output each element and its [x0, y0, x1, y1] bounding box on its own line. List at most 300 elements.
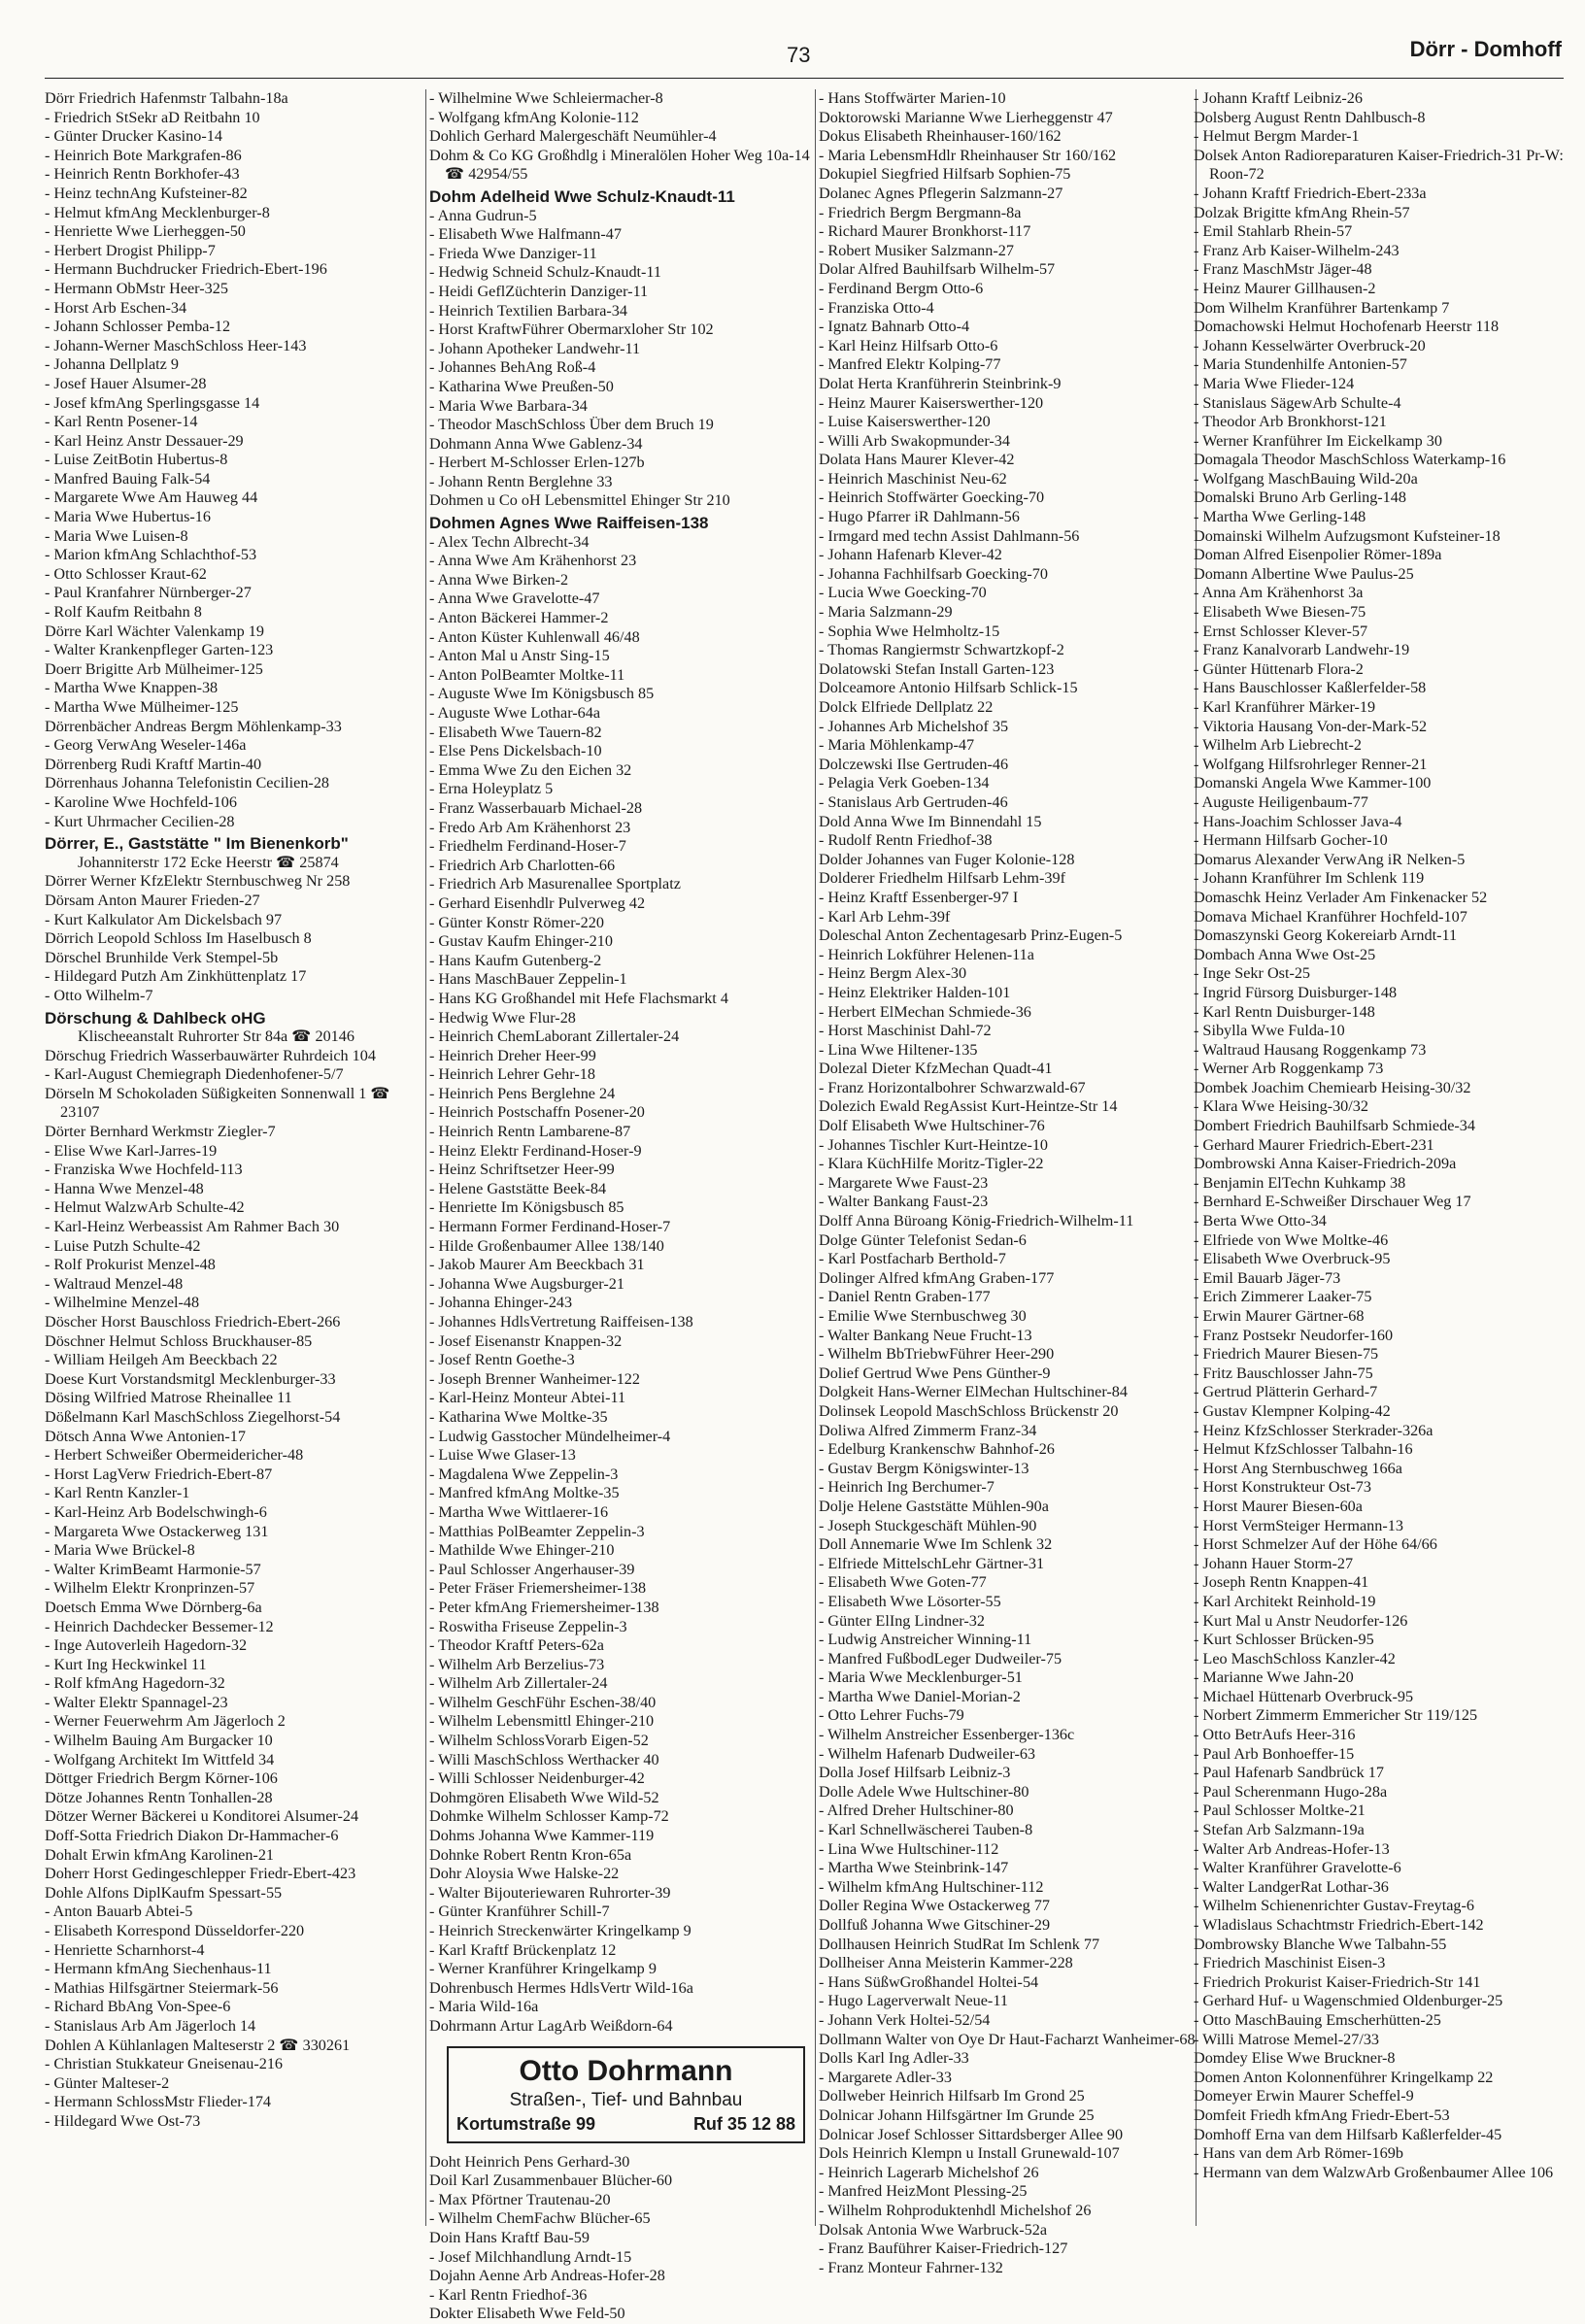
directory-entry: - Hans Stoffwärter Marien-10: [819, 89, 1006, 107]
directory-entry: - Johann Kesselwärter Overbruck-20: [1194, 336, 1426, 354]
directory-entry: Dolanec Agnes Pflegerin Salzmann-27: [819, 184, 1063, 202]
directory-entry: Dohle Alfons DiplKaufm Spessart-55: [45, 1883, 283, 1902]
directory-entry: - Helene Gaststätte Beek-84: [429, 1179, 607, 1197]
directory-entry: Dohr Aloysia Wwe Halske-22: [429, 1865, 620, 1883]
directory-entry: Dörrenbächer Andreas Bergm Möhlenkamp-33: [45, 717, 342, 735]
directory-entry: - Johannes Tischler Kurt-Heintze-10: [819, 1135, 1049, 1154]
directory-entry: - Marianne Wwe Jahn-20: [1194, 1668, 1354, 1687]
directory-entry: - Heinrich Dachdecker Bessemer-12: [45, 1617, 274, 1635]
directory-entry: - Paul Schlosser Moltke-21: [1194, 1802, 1366, 1820]
directory-entry: - Walter KrimBeamt Harmonie-57: [45, 1560, 261, 1578]
directory-entry: - Josef Eisenanstr Knappen-32: [429, 1331, 623, 1350]
directory-entry: - Michael Hüttenarb Overbruck-95: [1194, 1687, 1414, 1705]
directory-entry: Domainski Wilhelm Aufzugsmont Kufsteiner-18: [1194, 526, 1501, 545]
directory-entry: - Hanna Wwe Menzel-48: [45, 1179, 204, 1197]
directory-entry: - Heinrich Rentn Borkhofer-43: [45, 165, 240, 184]
directory-entry: - Gustav Klempner Kolping-42: [1194, 1401, 1391, 1420]
directory-entry: Dolief Gertrud Wwe Pens Günther-9: [819, 1364, 1051, 1382]
directory-entry: - Martha Wwe Knappen-38: [45, 679, 219, 697]
directory-entry: - Wilhelm Arb Zillertaler-24: [429, 1674, 608, 1693]
directory-entry: Dörrer Werner KfzElektr Sternbuschweg Nr 258: [45, 872, 351, 891]
directory-entry: Domaschk Heinz Verlader Am Finkenacker 52: [1194, 888, 1488, 906]
directory-entry: - Magdalena Wwe Zeppelin-3: [429, 1465, 619, 1483]
directory-entry: - Wilhelm BbTriebwFührer Heer-290: [819, 1345, 1055, 1364]
directory-entry: Dolatowski Stefan Install Garten-123: [819, 659, 1055, 678]
directory-entry: - Heinrich Pens Berglehne 24: [429, 1084, 616, 1102]
directory-entry: Dörschug Friedrich Wasserbauwärter Ruhrdeich 104: [45, 1046, 376, 1064]
directory-entry: - Hans SüßwGroßhandel Holtei-54: [819, 1972, 1039, 1991]
directory-entry: - Benjamin ElTechn Kuhkamp 38: [1194, 1173, 1406, 1192]
directory-entry: - Elisabeth Wwe Lösorter-55: [819, 1592, 1001, 1610]
directory-entry: - Richard Maurer Bronkhorst-117: [819, 222, 1031, 241]
directory-entry: Domann Albertine Wwe Paulus-25: [1194, 564, 1414, 583]
directory-entry: Dolder Johannes van Fuger Kolonie-128: [819, 850, 1075, 868]
directory-entry: - Otto Lehrer Fuchs-79: [819, 1706, 964, 1725]
directory-entry: - Erich Zimmerer Laaker-75: [1194, 1288, 1372, 1306]
directory-entry: - Johann Apotheker Landwehr-11: [429, 339, 641, 357]
directory-entry: - Heinz Maurer Kaiserswerther-120: [819, 393, 1044, 412]
directory-entry: - Wilhelm ChemFachw Blücher-65: [429, 2209, 651, 2228]
directory-entry: - Lina Wwe Hultschiner-112: [819, 1839, 999, 1858]
directory-entry: - Rolf Kaufm Reitbahn 8: [45, 603, 202, 622]
directory-entry: - Karl Kraftf Brückenplatz 12: [429, 1940, 617, 1959]
directory-entry: Dombek Joachim Chemiearb Heising-30/32: [1194, 1078, 1471, 1096]
directory-entry: - Johanna Fachhilfsarb Goecking-70: [819, 564, 1048, 583]
directory-entry: - Anna Wwe Gravelotte-47: [429, 589, 600, 608]
directory-entry: - Elisabeth Wwe Overbruck-95: [1194, 1250, 1391, 1268]
directory-entry: - Martha Wwe Daniel-Morian-2: [819, 1687, 1021, 1705]
directory-entry: - Friedrich Maurer Biesen-75: [1194, 1345, 1379, 1364]
directory-entry: - Horst Arb Eschen-34: [45, 298, 187, 317]
directory-entry: - Johann-Werner MaschSchloss Heer-143: [45, 336, 307, 354]
directory-entry: - Wilhelm Rohproduktenhdl Michelshof 26: [819, 2201, 1092, 2219]
directory-entry: - Luise Putzh Schulte-42: [45, 1236, 201, 1255]
directory-entry: - Luise ZeitBotin Hubertus-8: [45, 451, 228, 469]
directory-entry: - Heinrich Postschaffn Posener-20: [429, 1103, 645, 1122]
directory-entry: - Otto Wilhelm-7: [45, 986, 153, 1004]
directory-entry: Dörseln M Schokoladen Süßigkeiten Sonnenwall 1 ☎ 23107: [45, 1084, 390, 1122]
directory-entry: Dolnicar Josef Schlosser Sittardsberger Allee 90: [819, 2125, 1124, 2143]
directory-entry: - Hermann kfmAng Siechenhaus-11: [45, 1960, 272, 1978]
directory-entry: Dörschung & Dahlbeck oHG: [45, 1008, 266, 1027]
directory-entry: Dokus Elisabeth Rheinhauser-160/162: [819, 127, 1062, 146]
directory-entry: - Johann Rentn Berglehne 33: [429, 472, 613, 490]
directory-entry: Dötsch Anna Wwe Antonien-17: [45, 1427, 246, 1445]
directory-entry: Dörschel Brunhilde Verk Stempel-5b: [45, 948, 279, 966]
directory-entry: - Anna Am Krähenhorst 3a: [1194, 584, 1364, 602]
directory-entry: - Maria Wwe Barbara-34: [429, 396, 588, 415]
directory-entry: - Henriette Im Königsbusch 85: [429, 1198, 624, 1217]
directory-entry: - Friedrich Arb Masurenallee Sportplatz: [429, 875, 681, 893]
directory-entry: Dohrenbusch Hermes HdlsVertr Wild-16a: [429, 1978, 693, 1997]
directory-entry: - Hildegard Wwe Ost-73: [45, 2111, 201, 2130]
directory-entry: - Heinz Schriftsetzer Heer-99: [429, 1161, 615, 1179]
directory-entry: Dollfuß Johanna Wwe Gitschiner-29: [819, 1916, 1051, 1934]
directory-entry: Doese Kurt Vorstandsmitgl Mecklenburger-33: [45, 1369, 336, 1388]
column-2: [429, 89, 813, 2323]
directory-entry: - Lina Wwe Hiltener-135: [819, 1040, 978, 1059]
directory-entry: - Kurt Uhrmacher Cecilien-28: [45, 812, 235, 830]
directory-entry: - Friedrich Prokurist Kaiser-Friedrich-Str 141: [1194, 1972, 1481, 1991]
directory-entry: - Wilhelm Schienenrichter Gustav-Freytag-6: [1194, 1897, 1474, 1915]
directory-entry: Dokupiel Siegfried Hilfsarb Sophien-75: [819, 165, 1071, 184]
directory-entry: Domalski Bruno Arb Gerling-148: [1194, 488, 1406, 507]
directory-entry: - Hermann SchlossMstr Flieder-174: [45, 2093, 272, 2111]
directory-entry: - Max Pförtner Trautenau-20: [429, 2190, 611, 2208]
directory-entry: - Edelburg Krankenschw Bahnhof-26: [819, 1440, 1055, 1459]
directory-entry: - Willi MaschSchloss Werthacker 40: [429, 1750, 659, 1768]
directory-entry: - Klara KüchHilfe Moritz-Tigler-22: [819, 1155, 1044, 1173]
directory-entry: - Werner Feuerwehrm Am Jägerloch 2: [45, 1712, 286, 1731]
directory-entry: Dörrenhaus Johanna Telefonistin Cecilien-28: [45, 774, 330, 792]
directory-entry: - Wilhelm kfmAng Hultschiner-112: [819, 1877, 1044, 1896]
directory-entry: - Wilhelm Elektr Kronprinzen-57: [45, 1579, 255, 1598]
directory-entry: - Manfred HeizMont Plessing-25: [819, 2182, 1028, 2201]
directory-entry: Doliwa Alfred Zimmerm Franz-34: [819, 1421, 1037, 1439]
directory-entry: - Margareta Wwe Ostackerweg 131: [45, 1522, 269, 1540]
directory-entry: - Manfred Elektr Kolping-77: [819, 355, 1001, 374]
directory-entry: - Wilhelm Hafenarb Dudweiler-63: [819, 1744, 1036, 1763]
directory-entry: Dötzer Werner Bäckerei u Konditorei Alsumer-24: [45, 1807, 359, 1826]
directory-entry: Dolck Elfriede Dellplatz 22: [819, 698, 994, 716]
directory-entry: Domdey Elise Wwe Bruckner-8: [1194, 2049, 1396, 2068]
directory-entry: - Heinz Kraftf Essenberger-97 I: [819, 888, 1019, 906]
directory-entry: - Horst LagVerw Friedrich-Ebert-87: [45, 1465, 273, 1483]
directory-entry: - Emil Bauarb Jäger-73: [1194, 1268, 1341, 1287]
directory-entry: - Günter Malteser-2: [45, 2073, 170, 2092]
ad-address: Kortumstraße 99: [456, 2113, 596, 2134]
directory-entry: - Stanislaus SägewArb Schulte-4: [1194, 393, 1401, 412]
directory-entry: Dohmann Anna Wwe Gablenz-34: [429, 434, 643, 453]
directory-entry: - Herbert ElMechan Schmiede-36: [819, 1002, 1031, 1021]
directory-entry: - Gustav Bergm Königswinter-13: [819, 1459, 1029, 1477]
directory-entry: - Günter Kranführer Schill-7: [429, 1903, 610, 1921]
directory-entry: Dollheiser Anna Meisterin Kammer-228: [819, 1954, 1073, 1972]
directory-entry: Dolsak Antonia Wwe Warbruck-52a: [819, 2220, 1048, 2239]
directory-entry: - Daniel Rentn Graben-177: [819, 1288, 991, 1306]
directory-entry: - Otto BetrAufs Heer-316: [1194, 1726, 1356, 1744]
directory-entry: - Heinrich Lagerarb Michelshof 26: [819, 2163, 1039, 2181]
directory-entry: Dörter Bernhard Werkmstr Ziegler-7: [45, 1123, 276, 1141]
directory-entry: - Robert Musiker Salzmann-27: [819, 241, 1014, 259]
directory-entry: - Walter LandgerRat Lothar-36: [1194, 1877, 1389, 1896]
directory-entry: - Maria Möhlenkamp-47: [819, 736, 975, 755]
directory-entry: Doff-Sotta Friedrich Diakon Dr-Hammacher-6: [45, 1827, 339, 1845]
directory-entry: - Marion kfmAng Schlachthof-53: [45, 546, 257, 564]
directory-entry: - Alfred Dreher Hultschiner-80: [819, 1802, 1014, 1820]
directory-entry: - Stefan Arb Salzmann-19a: [1194, 1821, 1365, 1839]
directory-entry: - Maria LebensmHdlr Rheinhauser Str 160/162: [819, 146, 1117, 164]
directory-entry: Doleschal Anton Zechentagesarb Prinz-Eugen-5: [819, 926, 1123, 945]
running-head: Dörr - Domhoff: [1409, 37, 1562, 61]
directory-entry: - Kurt Schlosser Brücken-95: [1194, 1631, 1374, 1649]
directory-entry: - Paul Kranfahrer Nürnberger-27: [45, 584, 252, 602]
directory-entry: - Helmut WalzwArb Schulte-42: [45, 1198, 245, 1217]
directory-entry: - Heinrich Bote Markgrafen-86: [45, 146, 242, 164]
directory-entry: - Roswitha Friseuse Zeppelin-3: [429, 1617, 627, 1635]
column-divider: [425, 89, 426, 2226]
directory-entry: - Anton Bauarb Abtei-5: [45, 1903, 193, 1921]
directory-entry: - Horst Maschinist Dahl-72: [819, 1022, 992, 1040]
directory-entry: - Martha Wwe Steinbrink-147: [819, 1859, 1009, 1877]
directory-entry: - Katharina Wwe Preußen-50: [429, 377, 614, 395]
directory-columns: [45, 89, 1564, 2323]
directory-entry: Domhoff Erna van dem Hilfsarb Kaßlerfelder-45: [1194, 2125, 1502, 2143]
directory-entry: - Franz Bauführer Kaiser-Friedrich-127: [819, 2240, 1068, 2258]
directory-entry: - Herbert M-Schlosser Erlen-127b: [429, 454, 645, 472]
directory-entry: - Leo MaschSchloss Kanzler-42: [1194, 1649, 1396, 1667]
directory-entry: Dojahn Aenne Arb Andreas-Hofer-28: [429, 2267, 665, 2285]
directory-entry: Dohmgören Elisabeth Wwe Wild-52: [429, 1788, 659, 1806]
directory-entry: - Franz MaschMstr Jäger-48: [1194, 260, 1372, 279]
directory-entry: - Henriette Scharnhorst-4: [45, 1940, 205, 1959]
directory-entry: - Wilhelm Anstreicher Essenberger-136c: [819, 1726, 1075, 1744]
directory-entry: - Friedrich Bergm Bergmann-8a: [819, 203, 1022, 221]
directory-entry: - Franz Kanalvorarb Landwehr-19: [1194, 641, 1410, 659]
directory-entry: - Auguste Heiligenbaum-77: [1194, 792, 1368, 811]
directory-entry: - Maria Salzmann-29: [819, 603, 953, 622]
directory-entry: Dombrowsky Blanche Wwe Talbahn-55: [1194, 1935, 1447, 1953]
directory-entry: - Heinz technAng Kufsteiner-82: [45, 184, 248, 202]
directory-entry: - Thomas Rangiermstr Schwartzkopf-2: [819, 641, 1064, 659]
directory-entry: - Heinz Elektriker Halden-101: [819, 983, 1011, 1001]
directory-entry: - Gerhard Eisenhdlr Pulverweg 42: [429, 893, 646, 912]
directory-entry: Doll Annemarie Wwe Im Schlenk 32: [819, 1535, 1053, 1554]
directory-entry: - Heinrich Ing Berchumer-7: [819, 1478, 995, 1497]
directory-entry: - Herbert Schweißer Obermeidericher-48: [45, 1446, 304, 1465]
directory-entry: Dörsam Anton Maurer Frieden-27: [45, 891, 260, 909]
directory-entry: - Ignatz Bahnarb Otto-4: [819, 318, 970, 336]
directory-entry: - Werner Arb Roggenkamp 73: [1194, 1060, 1384, 1078]
directory-entry: - Anna Wwe Birken-2: [429, 570, 569, 589]
directory-entry: - Walter Arb Andreas-Hofer-13: [1194, 1839, 1390, 1858]
directory-entry: Doin Hans Kraftf Bau-59: [429, 2228, 590, 2246]
advertisement-box: [447, 2046, 805, 2143]
directory-entry: - Hans KG Großhandel mit Hefe Flachsmarkt 4: [429, 989, 728, 1007]
directory-entry: - Josef Hauer Alsumer-28: [45, 374, 207, 392]
directory-entry: - Elisabeth Wwe Goten-77: [819, 1573, 987, 1592]
directory-entry: - Franz Arb Kaiser-Wilhelm-243: [1194, 241, 1400, 259]
directory-entry: - Peter kfmAng Friemersheimer-138: [429, 1598, 659, 1616]
directory-entry: - Johann Kraftf Leibniz-26: [1194, 89, 1363, 107]
directory-entry: - Karl-Heinz Werbeassist Am Rahmer Bach 30: [45, 1218, 340, 1236]
directory-entry: - Wilhelm Arb Liebrecht-2: [1194, 736, 1363, 755]
directory-entry: Döttger Friedrich Bergm Körner-106: [45, 1769, 278, 1788]
directory-entry: - Anna Gudrun-5: [429, 206, 537, 224]
directory-entry: - Walter Bankang Neue Frucht-13: [819, 1326, 1032, 1344]
directory-entry: - William Heilgeh Am Beeckbach 22: [45, 1351, 278, 1369]
directory-entry: Dolat Herta Kranführerin Steinbrink-9: [819, 374, 1062, 392]
directory-entry: - Anton Bäckerei Hammer-2: [429, 609, 609, 627]
directory-entry: - Joseph Stuckgeschäft Mühlen-90: [819, 1516, 1037, 1534]
directory-entry: - Wolfgang Hilfsrohrleger Renner-21: [1194, 755, 1428, 773]
directory-entry: - Maria Stundenhilfe Antonien-57: [1194, 355, 1407, 374]
directory-entry: - Walter Kranführer Gravelotte-6: [1194, 1859, 1401, 1877]
directory-entry: Domarus Alexander VerwAng iR Nelken-5: [1194, 850, 1466, 868]
directory-entry: - Walter Bijouteriewaren Ruhrorter-39: [429, 1883, 671, 1902]
directory-entry: - Martha Wwe Mülheimer-125: [45, 698, 239, 716]
directory-entry: - Fredo Arb Am Krähenhorst 23: [429, 818, 631, 836]
directory-entry: Doller Regina Wwe Ostackerweg 77: [819, 1897, 1050, 1915]
directory-entry: - Paul Schlosser Angerhauser-39: [429, 1560, 635, 1578]
directory-entry: - Ferdinand Bergm Otto-6: [819, 279, 984, 297]
directory-entry: - Heinz KfzSchlosser Sterkrader-326a: [1194, 1421, 1433, 1439]
directory-entry: - Johann Kranführer Im Schlenk 119: [1194, 869, 1425, 888]
directory-entry: - Wilhelm SchlossVorarb Eigen-52: [429, 1732, 649, 1750]
directory-entry: - Elisabeth Wwe Tauern-82: [429, 723, 602, 741]
directory-entry: - Alex Techn Albrecht-34: [429, 532, 590, 551]
directory-entry: Dolezal Dieter KfzMechan Quadt-41: [819, 1060, 1053, 1078]
directory-entry: - Erwin Maurer Gärtner-68: [1194, 1307, 1365, 1325]
directory-entry: - Mathias Hilfsgärtner Steiermark-56: [45, 1978, 279, 1997]
directory-entry: - Matthias PolBeamter Zeppelin-3: [429, 1522, 645, 1540]
directory-entry: Dollhausen Heinrich StudRat Im Schlenk 77: [819, 1935, 1100, 1953]
directory-entry: - Maria Wwe Flieder-124: [1194, 374, 1355, 392]
directory-entry: - Waltraud Hausang Roggenkamp 73: [1194, 1040, 1427, 1059]
directory-entry: - Johannes BehAng Roß-4: [429, 358, 596, 377]
directory-entry: - Willi Matrose Memel-27/33: [1194, 2030, 1380, 2048]
directory-entry: - Christian Stukkateur Gneisenau-216: [45, 2055, 284, 2073]
directory-entry: - Margarete Adler-33: [819, 2068, 952, 2086]
directory-entry: - Horst VermSteiger Hermann-13: [1194, 1516, 1403, 1534]
directory-entry: - Helmut KfzSchlosser Talbahn-16: [1194, 1440, 1413, 1459]
directory-entry: - Paul Hafenarb Sandbrück 17: [1194, 1764, 1384, 1782]
directory-entry: - Heinrich Lokführer Helenen-11a: [819, 945, 1034, 963]
directory-entry: - Heinrich Streckenwärter Kringelkamp 9: [429, 1922, 691, 1939]
directory-entry: - Martha Wwe Wittlaerer-16: [429, 1502, 609, 1521]
directory-entry: - Berta Wwe Otto-34: [1194, 1212, 1327, 1230]
directory-entry: - Karl Rentn Duisburger-148: [1194, 1002, 1375, 1021]
directory-entry: - Karl-Heinz Arb Bodelschwingh-6: [45, 1502, 267, 1521]
directory-entry: Dörrenberg Rudi Kraftf Martin-40: [45, 755, 262, 773]
directory-entry: - Johann Hauer Storm-27: [1194, 1554, 1354, 1572]
directory-entry: - Franziska Otto-4: [819, 298, 934, 317]
directory-entry: - Karl Schnellwäscherei Tauben-8: [819, 1821, 1033, 1839]
directory-entry: - Johannes HdlsVertretung Raiffeisen-138: [429, 1313, 693, 1330]
directory-entry: Dolle Adele Wwe Hultschiner-80: [819, 1782, 1029, 1801]
directory-entry: Dolsberg August Rentn Dahlbusch-8: [1194, 108, 1426, 126]
directory-entry: - Joseph Brenner Wanheimer-122: [429, 1369, 640, 1388]
directory-entry: - Horst Konstrukteur Ost-73: [1194, 1478, 1371, 1497]
directory-entry: Dörrich Leopold Schloss Im Haselbusch 8: [45, 929, 312, 948]
directory-entry: - Günter ElIng Lindner-32: [819, 1611, 985, 1630]
directory-entry: - Karl Rentn Kanzler-1: [45, 1484, 190, 1502]
directory-entry: - Franz Wasserbauarb Michael-28: [429, 798, 643, 817]
directory-entry: - Günter Hüttenarb Flora-2: [1194, 659, 1364, 678]
directory-entry: - Heinz Maurer Gillhausen-2: [1194, 279, 1376, 297]
directory-entry: Doetsch Emma Wwe Dörnberg-6a: [45, 1598, 262, 1616]
directory-entry: Dohmke Wilhelm Schlosser Kamp-72: [429, 1807, 669, 1826]
directory-entry: - Heinz Elektr Ferdinand-Hoser-9: [429, 1141, 642, 1160]
directory-entry: Dolderer Friedhelm Hilfsarb Lehm-39f: [819, 869, 1065, 888]
directory-entry: Dohmen u Co oH Lebensmittel Ehinger Str 210: [429, 491, 730, 510]
directory-entry: - Maria Wwe Hubertus-16: [45, 508, 211, 526]
ad-phone: Ruf 35 12 88: [692, 2113, 795, 2134]
directory-entry: - Elfriede MittelschLehr Gärtner-31: [819, 1554, 1045, 1572]
directory-entry: - Norbert Zimmerm Emmericher Str 119/125: [1194, 1706, 1478, 1725]
directory-entry: - Franz Horizontalbohrer Schwarzwald-67: [819, 1078, 1086, 1096]
directory-entry: Domfeit Friedh kfmAng Friedr-Ebert-53: [1194, 2105, 1450, 2124]
directory-entry: - Helmut Bergm Marder-1: [1194, 127, 1360, 146]
directory-entry: - Theodor Kraftf Peters-62a: [429, 1636, 604, 1655]
directory-entry: Dohnke Robert Rentn Kron-65a: [429, 1845, 632, 1864]
directory-entry: - Werner Kranführer Im Eickelkamp 30: [1194, 431, 1442, 450]
directory-entry: - Elisabeth Wwe Biesen-75: [1194, 603, 1366, 622]
directory-entry: - Ingrid Fürsorg Duisburger-148: [1194, 983, 1398, 1001]
directory-entry: - Wolfgang kfmAng Kolonie-112: [429, 108, 639, 126]
directory-entry: - Horst Maurer Biesen-60a: [1194, 1497, 1363, 1515]
directory-entry: - Heinrich Dreher Heer-99: [429, 1046, 596, 1064]
directory-entry: - Pelagia Verk Goeben-134: [819, 774, 990, 792]
directory-entry: - Wolfgang Architekt Im Wittfeld 34: [45, 1750, 275, 1768]
directory-entry: - Werner Kranführer Kringelkamp 9: [429, 1960, 657, 1978]
directory-entry: - Heinz Bergm Alex-30: [819, 964, 967, 983]
directory-entry: - Franz Monteur Fahrner-132: [819, 2258, 1003, 2276]
directory-entry: - Wilhelm Lebensmittl Ehinger-210: [429, 1712, 655, 1731]
directory-entry: - Ludwig Gasstocher Mündelheimer-4: [429, 1427, 671, 1445]
directory-entry: - Hilde Großenbaumer Allee 138/140: [429, 1236, 664, 1255]
directory-entry: - Inge Sekr Ost-25: [1194, 964, 1311, 983]
directory-entry: - Jakob Maurer Am Beeckbach 31: [429, 1256, 645, 1274]
directory-entry: - Herbert Drogist Philipp-7: [45, 241, 216, 259]
directory-entry: Domaszynski Georg Kokereiarb Arndt-11: [1194, 926, 1458, 945]
directory-entry: Dohm & Co KG Großhdlg i Mineralölen Hoher Weg 10a-14 ☎ 42954/55: [429, 146, 810, 184]
directory-entry: Dörrer, E., Gaststätte " Im Bienenkorb": [45, 834, 349, 854]
directory-entry: - Auguste Wwe Im Königsbusch 85: [429, 685, 655, 703]
directory-entry: - Horst Ang Sternbuschweg 166a: [1194, 1459, 1402, 1477]
directory-entry: - Joseph Rentn Knappen-41: [1194, 1573, 1369, 1592]
directory-entry: - Josef kfmAng Sperlingsgasse 14: [45, 393, 260, 412]
directory-entry: - Frieda Wwe Danziger-11: [429, 244, 597, 262]
directory-entry: - Wilhelm Arb Berzelius-73: [429, 1655, 605, 1673]
directory-entry: Dols Heinrich Klempn u Install Grunewald-107: [819, 2144, 1120, 2163]
directory-entry: - Else Pens Dickelsbach-10: [429, 742, 602, 760]
directory-entry: Doil Karl Zusammenbauer Blücher-60: [429, 2172, 673, 2190]
directory-entry: - Heinrich Textilien Barbara-34: [429, 301, 627, 320]
directory-entry: - Ernst Schlosser Klever-57: [1194, 622, 1368, 640]
directory-entry: Dollmann Walter von Oye Dr Haut-Facharzt Wanheimer-68: [819, 2030, 1196, 2048]
directory-entry: - Heinrich Maschinist Neu-62: [819, 469, 1007, 488]
directory-entry: Dösing Wilfried Matrose Rheinallee 11: [45, 1389, 292, 1407]
directory-entry: Dörre Karl Wächter Valenkamp 19: [45, 622, 264, 640]
directory-entry: - Theodor MaschSchloss Über dem Bruch 19: [429, 416, 714, 434]
directory-entry: - Heinrich Lehrer Gehr-18: [429, 1065, 595, 1084]
directory-entry: - Rudolf Rentn Friedhof-38: [819, 831, 993, 850]
directory-entry: - Manfred FußbodLeger Dudweiler-75: [819, 1649, 1062, 1667]
directory-entry: - Johanna Ehinger-243: [429, 1294, 573, 1312]
directory-entry: Döschner Helmut Schloss Bruckhauser-85: [45, 1331, 313, 1350]
directory-entry: - Emilie Wwe Sternbuschweg 30: [819, 1307, 1027, 1325]
directory-entry: Dolezich Ewald RegAssist Kurt-Heintze-Str 14: [819, 1097, 1118, 1116]
directory-entry: - Otto Schlosser Kraut-62: [45, 564, 207, 583]
directory-entry: - Hermann Former Ferdinand-Hoser-7: [429, 1218, 671, 1236]
directory-entry: - Luise Wwe Glaser-13: [429, 1446, 576, 1465]
directory-entry: - Heinrich ChemLaborant Zillertaler-24: [429, 1027, 680, 1046]
directory-entry: - Karl Heinz Hilfsarb Otto-6: [819, 336, 998, 354]
directory-entry: - Wladislaus Schachtmstr Friedrich-Ebert-142: [1194, 1916, 1484, 1934]
column-divider: [815, 89, 816, 2226]
directory-entry: - Hans Kaufm Gutenberg-2: [429, 951, 602, 969]
directory-entry: - Margarete Wwe Am Hauweg 44: [45, 488, 258, 507]
directory-entry: Doherr Horst Gedingeschlepper Friedr-Ebert-423: [45, 1865, 356, 1883]
directory-entry: - Hildegard Putzh Am Zinkhüttenplatz 17: [45, 967, 307, 986]
directory-entry: - Heinrich Rentn Lambarene-87: [429, 1123, 631, 1141]
directory-entry: - Wilhelmine Wwe Schleiermacher-8: [429, 89, 663, 107]
directory-entry: - Hermann Buchdrucker Friedrich-Ebert-196: [45, 260, 327, 279]
directory-entry: - Walter Elektr Spannagel-23: [45, 1693, 228, 1711]
directory-entry: - Stanislaus Arb Am Jägerloch 14: [45, 2016, 256, 2035]
column-1: [45, 89, 423, 2226]
